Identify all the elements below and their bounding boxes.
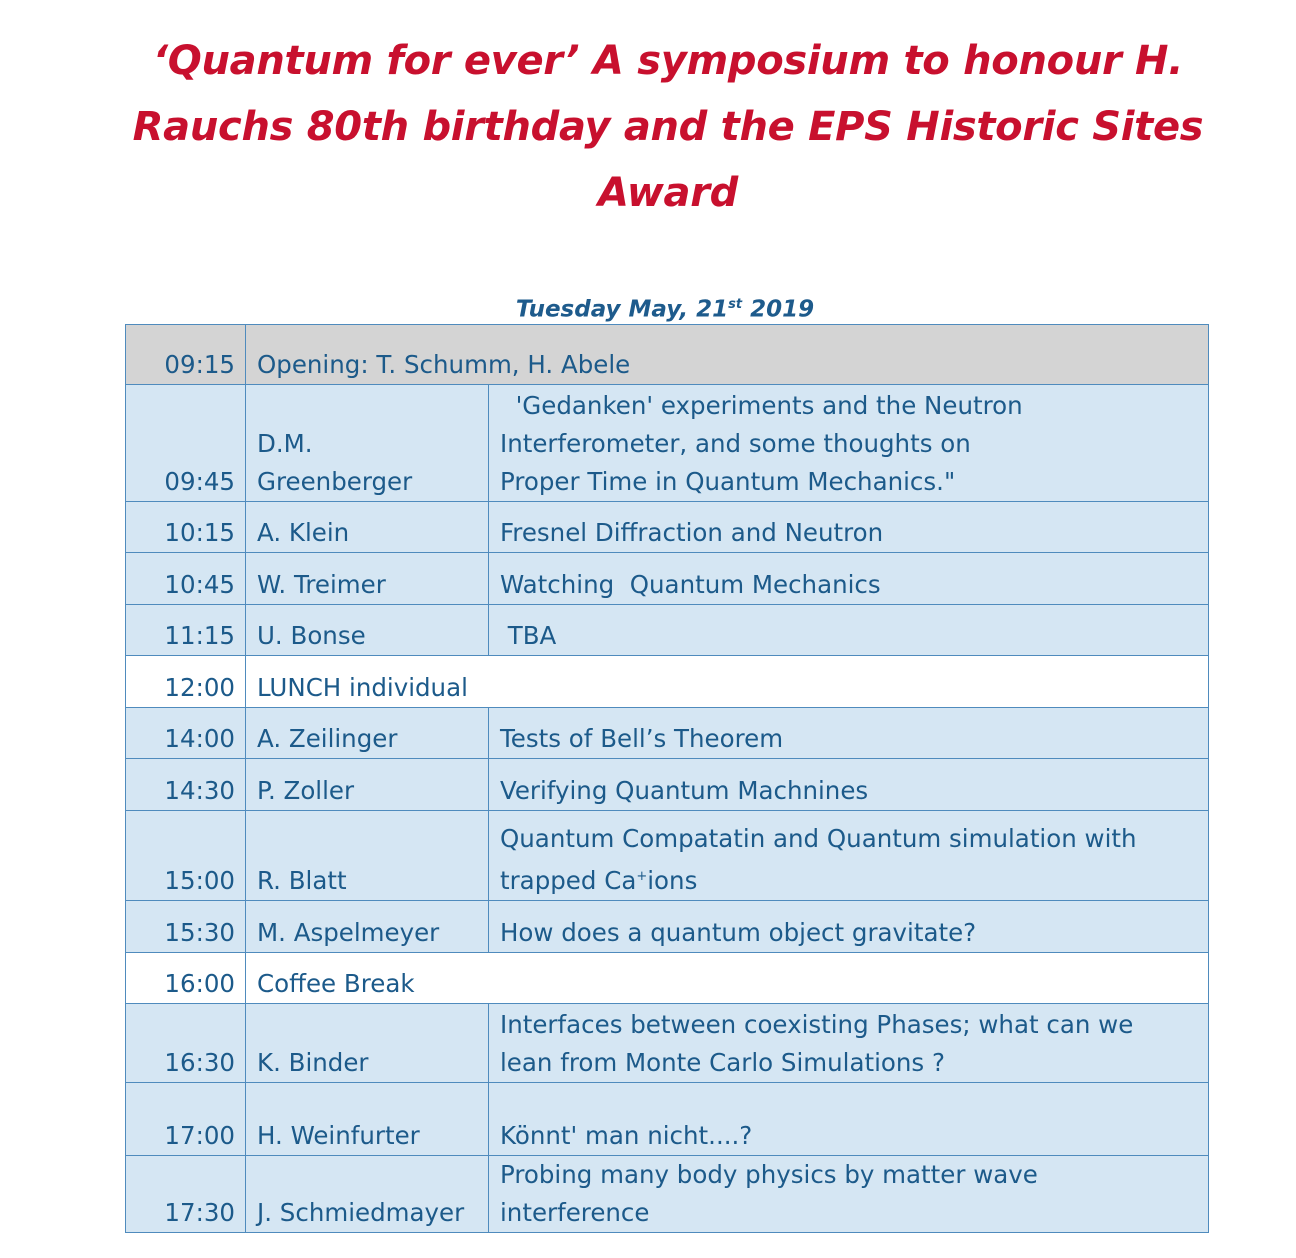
schedule-table [125, 324, 1209, 1233]
schedule-row [126, 1004, 1209, 1083]
speaker-cell [246, 1004, 489, 1083]
schedule-body [126, 325, 1209, 1233]
topic-text: Quantum Compatatin and Quantum simulation with [500, 823, 1137, 853]
schedule-row [126, 605, 1209, 656]
topic-cell [489, 759, 1209, 811]
speaker-cell [246, 502, 489, 553]
topic-cell [489, 901, 1209, 953]
break-cell: LUNCH individual [246, 656, 1209, 708]
speaker-cell [246, 605, 489, 656]
date-year: 2019 [742, 296, 815, 323]
topic-cell [489, 605, 1209, 656]
time-cell: 16:30 [126, 1004, 246, 1083]
time-cell: 14:00 [126, 708, 246, 759]
topic-text: 'Gedanken' experiments and the Neutron [500, 391, 1023, 420]
topic-text: TBA [500, 621, 557, 650]
speaker-cell [246, 553, 489, 605]
time-cell: 12:00 [126, 656, 246, 708]
speaker-cell [246, 708, 489, 759]
speaker-name: H. Weinfurter [257, 1121, 420, 1150]
speaker-cell [246, 1156, 489, 1233]
schedule-row [126, 325, 1209, 385]
topic-text: Tests of Bell’s Theorem [500, 724, 784, 753]
speaker-cell [246, 1083, 489, 1156]
date-prefix: Tuesday May, 21 [515, 296, 729, 323]
schedule-row [126, 953, 1209, 1004]
time-cell: 17:00 [126, 1083, 246, 1156]
time-cell: 15:30 [126, 901, 246, 953]
opening-cell: Opening: T. Schumm, H. Abele [246, 325, 1209, 385]
topic-text: Interferometer, and some thoughts on [500, 429, 971, 458]
topic-cell [489, 553, 1209, 605]
topic-text: ions [647, 866, 698, 895]
topic-text: Verifying Quantum Machnines [500, 776, 869, 805]
speaker-cell [246, 901, 489, 953]
time-cell: 16:00 [126, 953, 246, 1004]
topic-text: trapped Ca [500, 866, 637, 895]
topic-text: Proper Time in Quantum Mechanics." [500, 467, 956, 496]
schedule-row [126, 811, 1209, 901]
time-cell: 14:30 [126, 759, 246, 811]
topic-superscript: + [636, 868, 648, 884]
title-line: Award [598, 170, 738, 216]
speaker-name: D.M. [257, 429, 313, 458]
title-line: ‘Quantum for ever’ A symposium to honour H. [152, 38, 1184, 84]
topic-cell [489, 708, 1209, 759]
schedule-row [126, 901, 1209, 953]
speaker-name: K. Binder [257, 1048, 369, 1077]
schedule-date [0, 287, 1296, 328]
speaker-name: W. Treimer [257, 570, 386, 599]
time-cell: 11:15 [126, 605, 246, 656]
speaker-name: P. Zoller [257, 776, 355, 805]
title-line: Rauchs 80th birthday and the EPS Historic Sites [132, 104, 1204, 150]
document-title [60, 28, 1276, 226]
schedule-row [126, 1083, 1209, 1156]
time-cell: 09:15 [126, 325, 246, 385]
speaker-name: R. Blatt [257, 866, 347, 895]
time-cell: 09:45 [126, 385, 246, 502]
topic-text: interference [500, 1198, 650, 1227]
topic-cell [489, 1004, 1209, 1083]
break-cell: Coffee Break [246, 953, 1209, 1004]
topic-cell [489, 385, 1209, 502]
time-cell: 10:15 [126, 502, 246, 553]
schedule-row [126, 553, 1209, 605]
speaker-cell [246, 759, 489, 811]
schedule-row [126, 708, 1209, 759]
schedule-row [126, 656, 1209, 708]
schedule-row [126, 385, 1209, 502]
speaker-name: A. Klein [257, 518, 350, 547]
topic-cell [489, 1156, 1209, 1233]
speaker-name: M. Aspelmeyer [257, 918, 440, 947]
speaker-name: Greenberger [257, 467, 413, 496]
speaker-name: A. Zeilinger [257, 724, 398, 753]
time-cell: 15:00 [126, 811, 246, 901]
time-cell: 17:30 [126, 1156, 246, 1233]
topic-cell [489, 1083, 1209, 1156]
schedule-row [126, 759, 1209, 811]
topic-cell [489, 811, 1209, 901]
schedule-row [126, 1156, 1209, 1233]
speaker-name: J. Schmiedmayer [257, 1198, 465, 1227]
topic-text: Watching Quantum Mechanics [500, 570, 881, 599]
topic-cell [489, 502, 1209, 553]
date-suffix: st [728, 297, 743, 312]
speaker-cell [246, 811, 489, 901]
speaker-name: U. Bonse [257, 621, 366, 650]
speaker-cell [246, 385, 489, 502]
schedule-row [126, 502, 1209, 553]
topic-text: Probing many body physics by matter wave [500, 1160, 1038, 1189]
topic-text: How does a quantum object gravitate? [500, 918, 977, 947]
time-cell: 10:45 [126, 553, 246, 605]
topic-text: Fresnel Diffraction and Neutron [500, 518, 884, 547]
topic-text: Könnt' man nicht....? [500, 1121, 753, 1150]
topic-text: Interfaces between coexisting Phases; what can we [500, 1010, 1134, 1039]
topic-text: lean from Monte Carlo Simulations ? [500, 1048, 945, 1077]
